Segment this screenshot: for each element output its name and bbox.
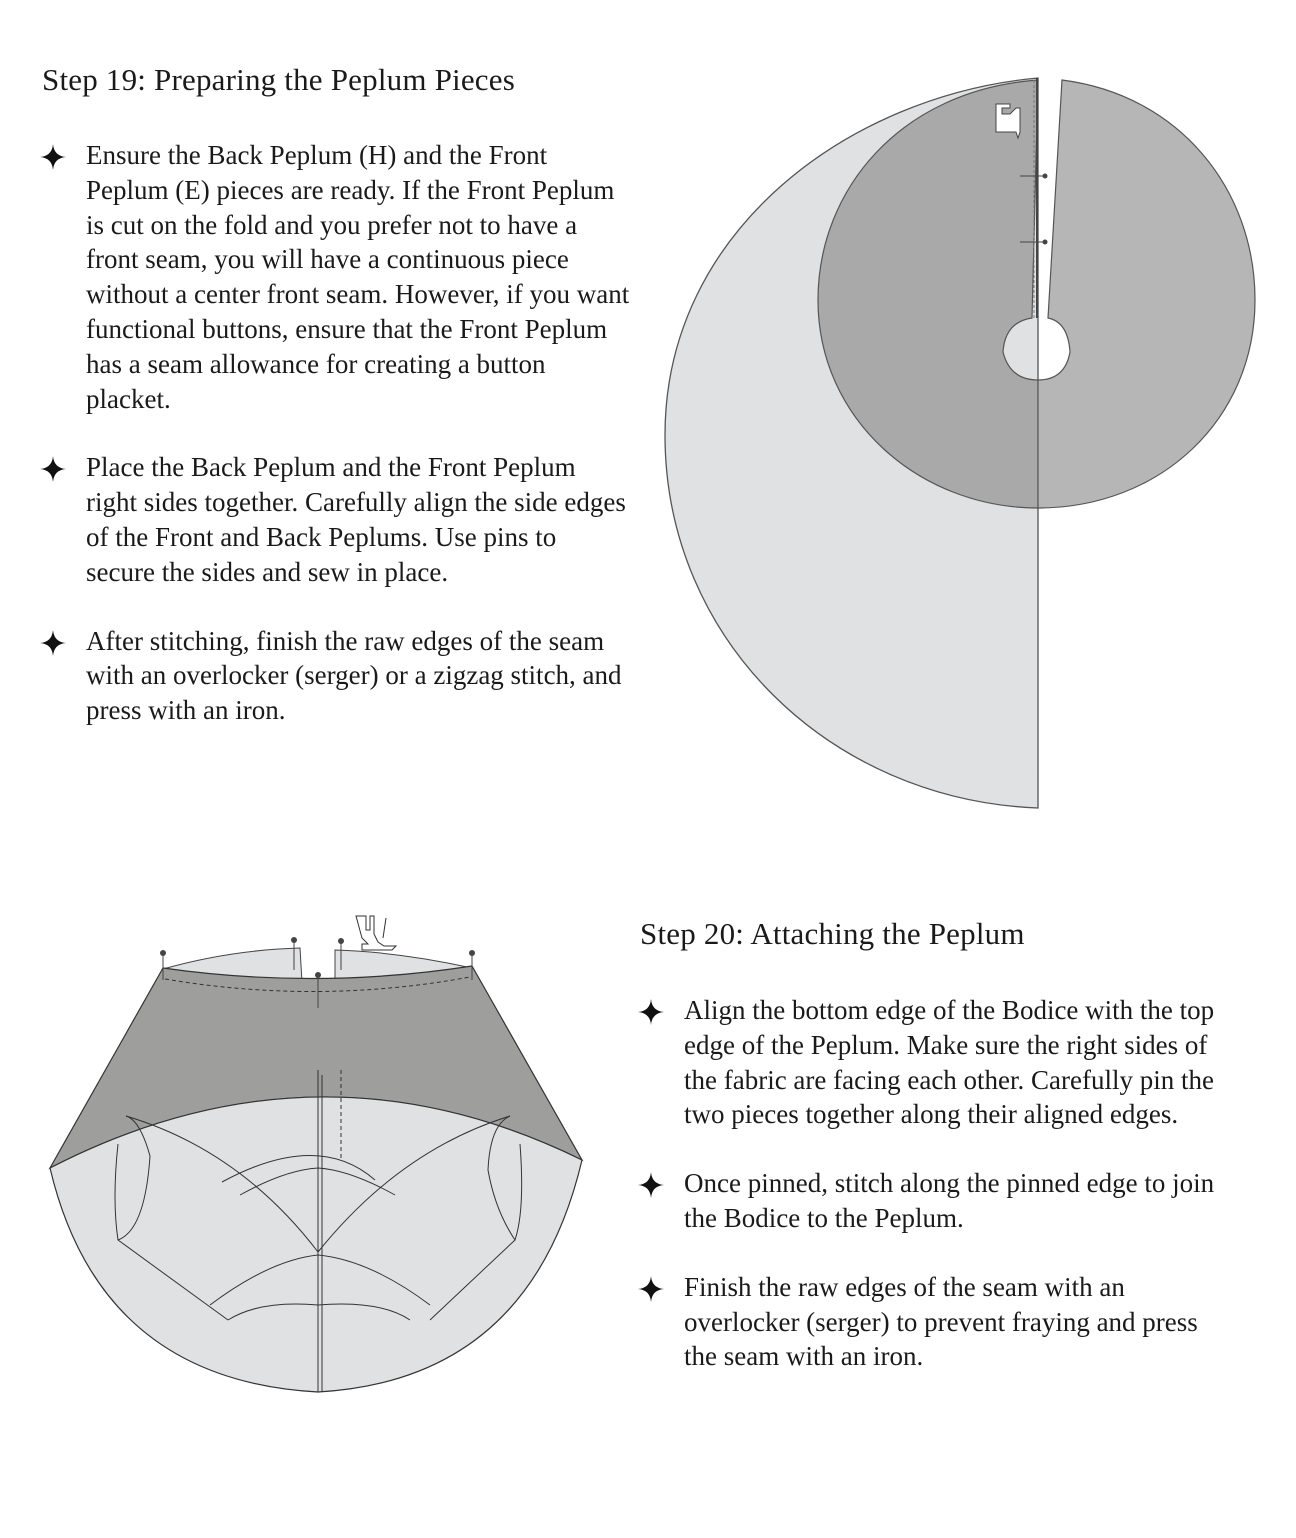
bullet-text: Place the Back Peplum and the Front Peplum right sides together. Carefully align the side edges of the Front and Back Peplums. Use pins to secure the sides and sew in place. xyxy=(86,452,626,587)
star-bullet-icon xyxy=(638,1172,664,1198)
step-20-title: Step 20: Attaching the Peplum xyxy=(640,916,1025,951)
bodice-peplum-illustration xyxy=(0,880,620,1420)
bullet-text: Once pinned, stitch along the pinned edge to join the Bodice to the Peplum. xyxy=(684,1168,1215,1233)
presser-foot-icon xyxy=(356,916,396,950)
step-19-title: Step 19: Preparing the Peplum Pieces xyxy=(42,62,515,97)
bullet-text: Ensure the Back Peplum (H) and the Front Peplum (E) pieces are ready. If the Front Peplum is cut on the fold and you prefer not to have a front seam, you will have a continuous piece without a center front seam. However, if you want functional buttons, ensure that the Front Peplum has a seam allowance for creating a button placket. xyxy=(86,140,630,414)
bullet-text: Finish the raw edges of the seam with an overlocker (serger) to prevent fraying and press the seam with an iron. xyxy=(684,1271,1198,1372)
list-item xyxy=(638,1166,1244,1236)
star-bullet-icon xyxy=(638,1276,664,1302)
bullet-text: Align the bottom edge of the Bodice with the top edge of the Peplum. Make sure the right sides of the fabric are facing each other. Carefully pin the two pieces together along their aligned edges. xyxy=(684,995,1215,1130)
list-item xyxy=(638,993,1224,1132)
list-item xyxy=(638,1270,1224,1374)
step-20-list xyxy=(638,993,1238,1408)
bullet-text: After stitching, finish the raw edges of the seam with an overlocker (serger) or a zigzag stitch, and press with an iron. xyxy=(86,625,622,726)
star-bullet-icon xyxy=(638,999,664,1025)
